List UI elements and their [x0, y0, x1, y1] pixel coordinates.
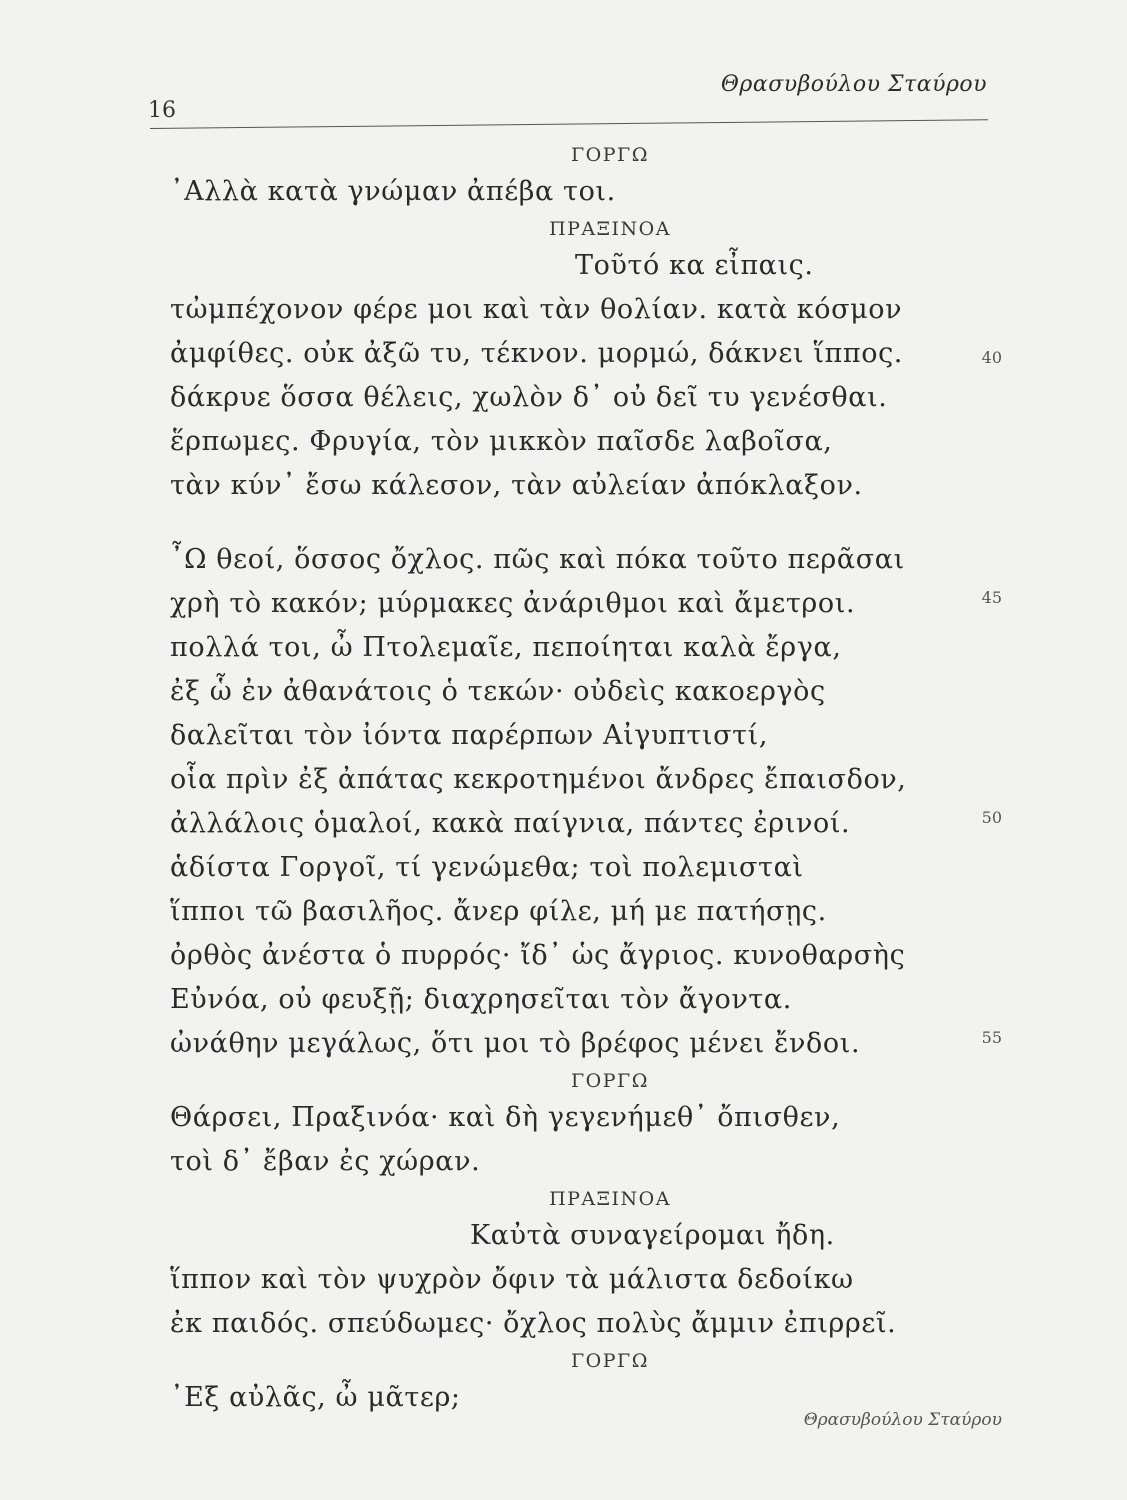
verse-line: ἐκ παιδός. σπεύδωμες· ὄχλος πολὺς ἄμμιν ἐπιρρεῖ.: [170, 1308, 897, 1339]
verse-line: οἷα πρὶν ἐξ ἀπάτας κεκροτημένοι ἄνδρες ἔπαισδον,: [170, 764, 907, 795]
line-number-45: 45: [981, 588, 1002, 607]
verse-line: ῏Ω θεοί, ὅσσος ὄχλος. πῶς καὶ πόκα τοῦτο περᾶσαι: [170, 544, 905, 575]
stanza-gap: [170, 508, 870, 538]
running-foot: Θρασυβούλου Σταύρου: [803, 1410, 1002, 1430]
running-head: Θρασυβούλου Σταύρου: [720, 72, 987, 97]
speaker-label: ΓΟΡΓΩ: [571, 144, 649, 166]
verse-line: τὠμπέχονον φέρε μοι καὶ τὰν θολίαν. κατὰ κόσμον: [170, 294, 903, 325]
page-number: 16: [148, 98, 176, 123]
speaker-label: ΓΟΡΓΩ: [571, 1070, 649, 1092]
verse-line: δάκρυε ὅσσα θέλεις, χωλὸν δ᾿ οὐ δεῖ τυ γενέσθαι.: [170, 382, 888, 413]
verse-line: ἕρπωμες. Φρυγία, τὸν μικκὸν παῖσδε λαβοῖσα,: [170, 426, 833, 457]
verse-line: χρὴ τὸ κακόν; μύρμακες ἀνάριθμοι καὶ ἄμετροι.: [170, 588, 856, 619]
verse-line: Εὐνόα, οὐ φευξῇ; διαχρησεῖται τὸν ἄγοντα.: [170, 984, 792, 1015]
line-number-40: 40: [981, 348, 1002, 367]
speaker-label: ΓΟΡΓΩ: [571, 1350, 649, 1372]
verse-line: ἀλλάλοις ὁμαλοί, κακὰ παίγνια, πάντες ἐρινοί.: [170, 808, 851, 839]
verse-line: ᾿Εξ αὐλᾶς, ὦ μᾶτερ;: [170, 1382, 461, 1413]
verse-line: δαλεῖται τὸν ἰόντα παρέρπων Αἰγυπτιστί,: [170, 720, 769, 751]
verse-line: ὀρθὸς ἀνέστα ὁ πυρρός· ἴδ᾿ ὡς ἄγριος. κυνοθαρσὴς: [170, 940, 906, 971]
verse-line: ἀμφίθες. οὐκ ἀξῶ τυ, τέκνον. μορμώ, δάκνει ἵππος.: [170, 338, 903, 369]
line-number-55: 55: [981, 1028, 1002, 1047]
verse-line: ἵπποι τῶ βασιλῆος. ἄνερ φίλε, μή με πατήσῃς.: [170, 896, 827, 927]
verse-line: Καὐτὰ συναγείρομαι ἤδη.: [470, 1220, 835, 1251]
speaker-label: ΠΡΑΞΙΝΟΑ: [549, 218, 671, 240]
verse-line: ἵππον καὶ τὸν ψυχρὸν ὄφιν τὰ μάλιστα δεδοίκω: [170, 1264, 854, 1295]
poem-text: [170, 140, 907, 1420]
verse-line: Θάρσει, Πραξινόα· καὶ δὴ γεγενήμεθ᾿ ὄπισθεν,: [170, 1102, 841, 1133]
header-rule: [150, 119, 988, 129]
verse-line: ᾿Αλλὰ κατὰ γνώμαν ἀπέβα τοι.: [170, 176, 616, 207]
verse-line: πολλά τοι, ὦ Πτολεμαῖε, πεποίηται καλὰ ἔργα,: [170, 632, 842, 663]
verse-line: Τοῦτό κα εἶπαις.: [575, 250, 814, 281]
verse-line: ἐξ ὧ ἐν ἀθανάτοις ὁ τεκών· οὐδεὶς κακοεργὸς: [170, 676, 826, 707]
verse-line: ὠνάθην μεγάλως, ὅτι μοι τὸ βρέφος μένει ἔνδοι.: [170, 1028, 861, 1059]
verse-line: τοὶ δ᾿ ἔβαν ἐς χώραν.: [170, 1146, 481, 1177]
line-number-50: 50: [981, 808, 1002, 827]
verse-line: τὰν κύν᾿ ἔσω κάλεσον, τὰν αὐλείαν ἀπόκλαξον.: [170, 470, 863, 501]
verse-line: ἁδίστα Γοργοῖ, τί γενώμεθα; τοὶ πολεμισταὶ: [170, 852, 804, 883]
speaker-label: ΠΡΑΞΙΝΟΑ: [549, 1188, 671, 1210]
